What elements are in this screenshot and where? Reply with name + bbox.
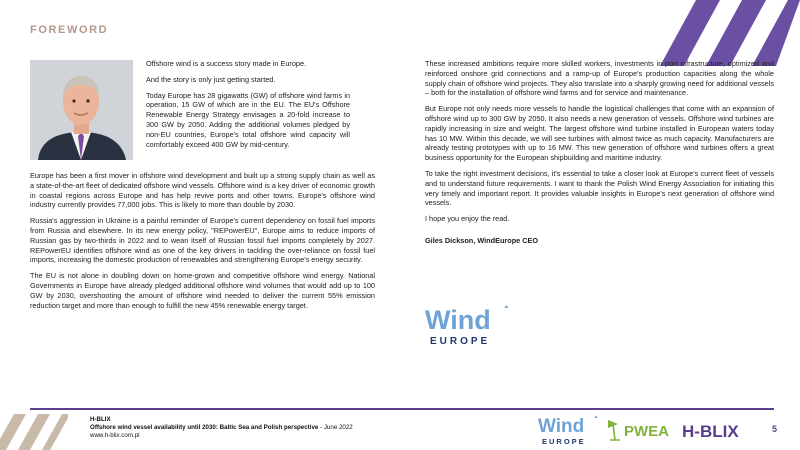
left-column [30,171,375,316]
windeurope-logo-europe: EUROPE [430,336,491,347]
intro-text [146,59,350,155]
windeurope-small-wind: Wind [538,416,585,437]
pwea-logo-text: PWEA [624,423,669,440]
intro-paragraph: Offshore wind is a success story made in Europe. [146,59,307,68]
hblix-logo: H-BLIX [682,422,739,441]
ceo-portrait [30,60,133,160]
footer-date: - June 2022 [318,424,353,432]
body-paragraph: But Europe not only needs more vessels to handle the logistical challenges that come with an expansion of offshore wind up to 300 GW by 2050. It also needs a new generation of vessels. Offshore wind turbines are rapidly increasing in size and weight. The largest offshore wind turbine installed in European waters today has 10 MW. Within this decade, we will see turbines with almost twice as much capacity. Manufacturers are already testing prototypes with up to 16 MW. This new generation of offshore wind turbines offers a great business opportunity for the European shipbuilding and maritime industry. [425,104,774,163]
page-number: 5 [772,424,778,434]
body-paragraph: Russia's aggression in Ukraine is a painful reminder of Europe's current dependency on fossil fuel imports from Russia and elsewhere. In its new energy policy, "REPowerEU", Europe aims to reduce imports of Russian gas by two-thirds in 2022 and to wean itself of Russian fossil fuel imports completely by 2027. REPowerEU identifies offshore wind as one of the key drivers in tackling the over-reliance on fossil fuel imports, increasing the domestic production of renewables and strengthening Europe's energy security. [30,216,375,265]
windeurope-logo-small [538,416,597,447]
partner-logos [536,414,766,446]
decorative-stripes-top [660,0,800,66]
windeurope-logo [425,302,515,348]
page-heading: FOREWORD [30,24,109,36]
body-paragraph: I hope you enjoy the read. [425,214,510,224]
body-paragraph: These increased ambitions require more skilled workers, investments in port infrastructure, optimized and reinforced onshore grid connections and a ramp-up of Europe's production capacities along the whole supply chain of offshore wind projects. They also translate into a sharply growing need for additional vessels – both for the installation of offshore wind farms and for service and maintenance. [425,59,774,98]
footer-title: Offshore wind vessel availability until 2030: Baltic Sea and Polish perspective [90,424,319,432]
footer-brand: H-BLIX [90,416,111,423]
body-paragraph: To take the right investment decisions, it's essential to take a closer look at Europe's current fleet of vessels and to understand future requirements. I want to thank the Polish Wind Energy Association for initiating this very timely and important report. It provides valuable insights in Europe's next generation of offshore wind vessels. [425,168,774,208]
body-paragraph: The EU is not alone in doubling down on home-grown and competitive offshore wind energy. National Governments in Europe have already pledged additional offshore wind volumes that would add up to 100 GW by 2030, overshooting the amount of offshore wind needed to deliver the current 55% emission reduction target and more than enough to fulfill the new 45% renewable energy target. [30,271,375,310]
windeurope-logo-wind: Wind [425,305,491,335]
windeurope-small-europe: EUROPE [542,437,586,446]
footer-info [90,416,353,441]
pwea-logo [608,420,669,440]
signature: Giles Dickson, WindEurope CEO [425,235,539,245]
footer-divider [30,408,774,410]
decorative-stripes-bottom [0,414,68,450]
footer-url: www.h-blix.com.pl [90,432,140,440]
intro-paragraph: And the story is only just getting started. [146,74,276,84]
intro-paragraph: Today Europe has 28 gigawatts (GW) of offshore wind farms in operation, 15 GW of which are in the EU. The EU's Offshore Renewable Energy Strategy envisages a 20-fold increase to 300 GW by 2050. Adding the additional volumes pledged by non-EU countries, Europe's total offshore wind capacity will comfortably exceed 400 GW by mid-century. [146,90,350,149]
body-paragraph: Europe has been a first mover in offshore wind development and built up a strong supply chain as well as a state-of-the-art fleet of dedicated offshore wind vessels. Offshore wind is a key driver of economic growth in coastal regions across Europe and has help revive ports and other towns. Europe's offshore wind industry currently provides 77,000 jobs. This is likely to more than double by 2030. [30,171,375,210]
right-column [425,59,774,252]
